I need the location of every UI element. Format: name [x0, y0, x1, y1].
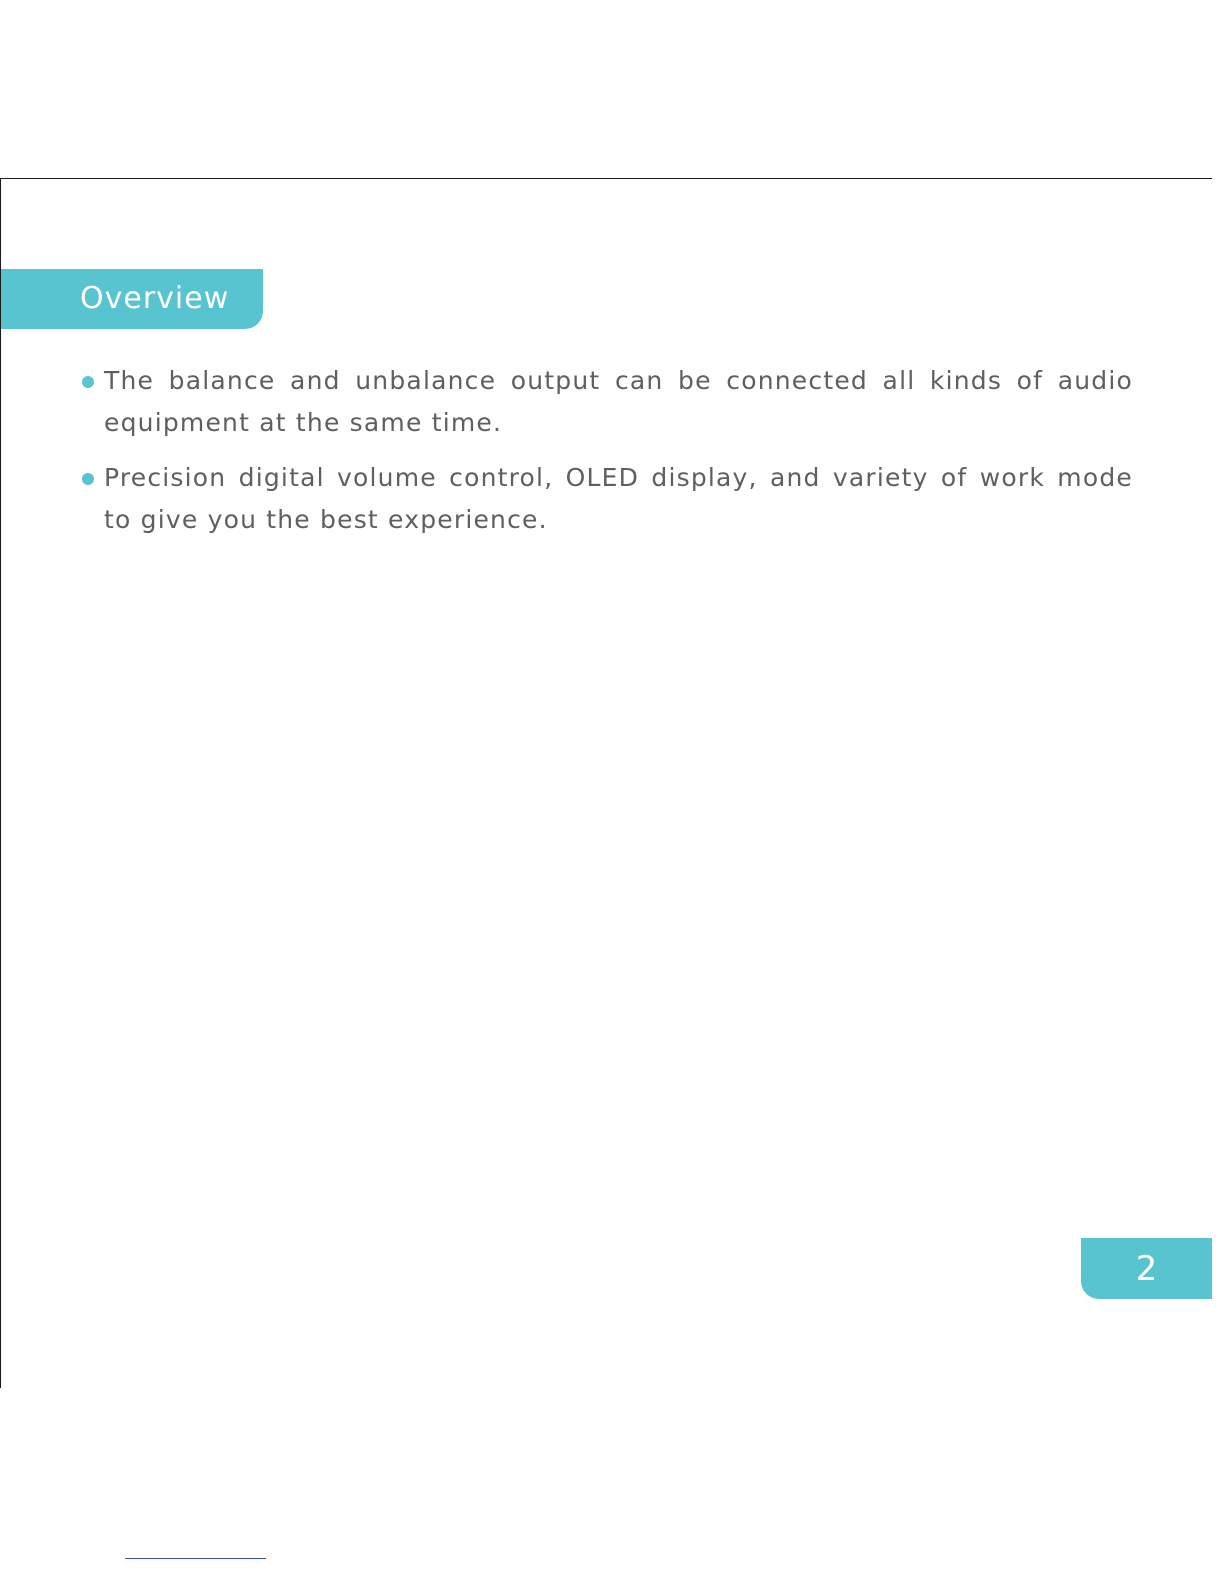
page-number: 2	[1135, 1248, 1158, 1289]
bullet-dot-icon	[82, 376, 94, 388]
bullet-dot-icon	[82, 473, 94, 485]
section-title: Overview	[80, 281, 230, 316]
list-item-text: Precision digital volume control, OLED display, and variety of work mode to give you the best experience.	[104, 463, 1133, 534]
list-item-text: The balance and unbalance output can be connected all kinds of audio equipment at the same time.	[104, 366, 1133, 437]
footer-rule	[125, 1558, 266, 1559]
list-item	[82, 360, 1133, 444]
list-item	[82, 457, 1133, 541]
feature-list	[82, 360, 1133, 541]
section-header-tab	[1, 269, 263, 329]
page-number-tab	[1081, 1238, 1212, 1299]
